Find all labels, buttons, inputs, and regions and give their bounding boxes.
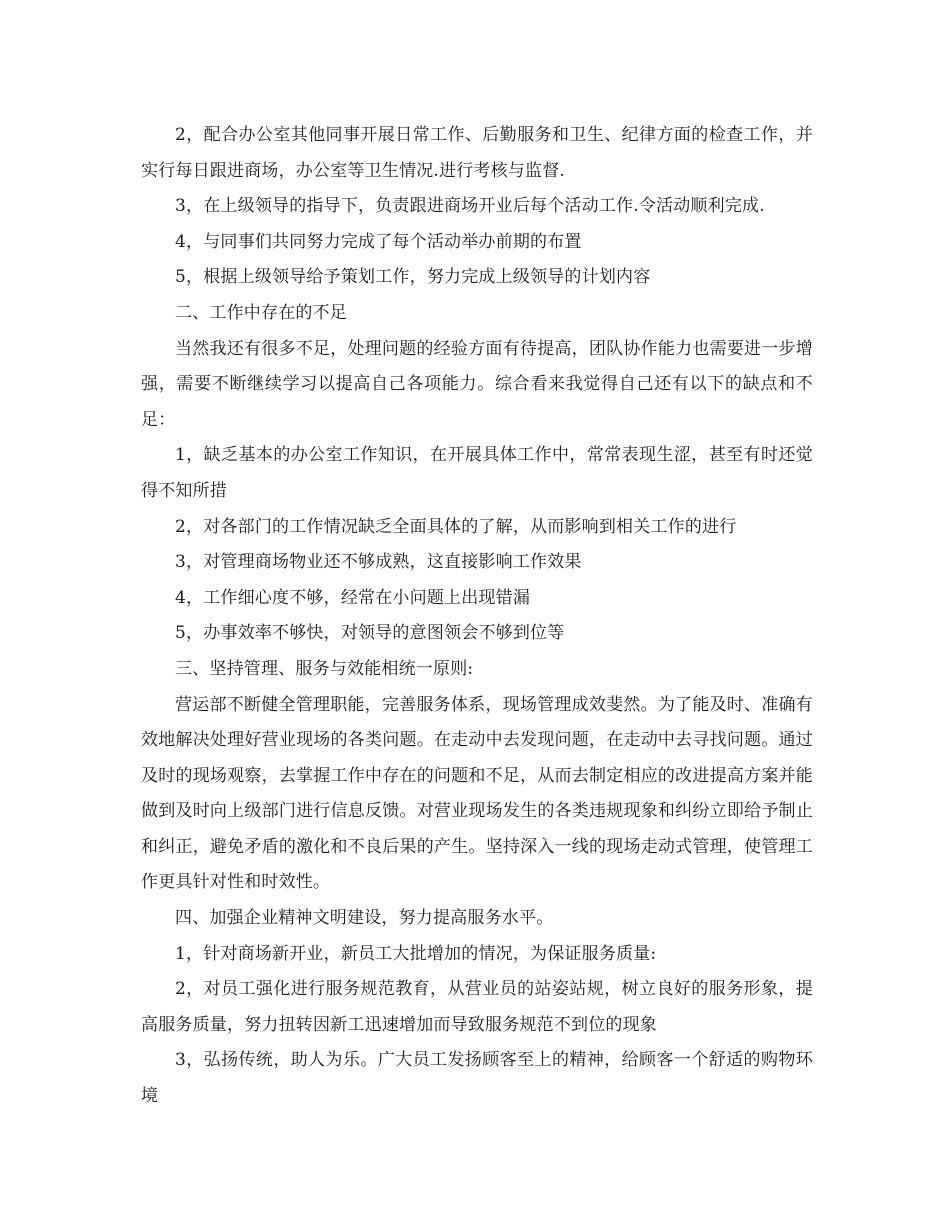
paragraph-3: 4，与同事们共同努力完成了每个活动举办前期的布置 <box>175 231 582 252</box>
paragraph-16: 2，对员工强化进行服务规范教育，从营业员的站姿站规，树立良好的服务形象，提高服务质量，努力扭转因新工迅速增加而导致服务规范不到位的现象 <box>141 979 813 1035</box>
section-heading-2: 二、工作中存在的不足 <box>175 302 347 323</box>
document-body <box>141 118 813 1115</box>
paragraph-15: 1，针对商场新开业，新员工大批增加的情况，为保证服务质量: <box>175 943 657 964</box>
paragraph-7: 1，缺乏基本的办公室工作知识，在开展具体工作中，常常表现生涩，甚至有时还觉得不知所措 <box>141 445 813 501</box>
section-heading-4: 四、加强企业精神文明建设，努力提高服务水平。 <box>175 908 554 929</box>
paragraph-1: 2，配合办公室其他同事开展日常工作、后勤服务和卫生、纪律方面的检查工作，并实行每日跟进商场，办公室等卫生情况.进行考核与监督. <box>141 125 813 181</box>
paragraph-4: 5，根据上级领导给予策划工作，努力完成上级领导的计划内容 <box>175 267 651 288</box>
paragraph-9: 3，对管理商场物业还不够成熟，这直接影响工作效果 <box>175 552 582 573</box>
paragraph-11: 5，办事效率不够快，对领导的意图领会不够到位等 <box>175 623 565 644</box>
paragraph-17: 3，弘扬传统，助人为乐。广大员工发扬顾客至上的精神，给顾客一个舒适的购物环境 <box>141 1050 813 1107</box>
section-heading-3: 三、坚持管理、服务与效能相统一原则: <box>175 658 474 679</box>
paragraph-8: 2，对各部门的工作情况缺乏全面具体的了解，从而影响到相关工作的进行 <box>175 516 737 537</box>
paragraph-6: 当然我还有很多不足，处理问题的经验方面有待提高，团队协作能力也需要进一步增强，需要不断继续学习以提高自己各项能力。综合看来我觉得自己还有以下的缺点和不足： <box>141 338 813 430</box>
paragraph-2: 3，在上级领导的指导下，负责跟进商场开业后每个活动工作.令活动顺利完成. <box>175 196 765 217</box>
paragraph-13: 营运部不断健全管理职能，完善服务体系，现场管理成效斐然。为了能及时、准确有效地解决处理好营业现场的各类问题。在走动中去发现问题，在走动中去寻找问题。通过及时的现场观察，去掌握工作中存在的问题和不足，从而去制定相应的改进提高方案并能做到及时向上级部门进行信息反馈。对营业现场发生的各类违规现象和纠纷立即给予制止和纠正，避免矛盾的激化和不良后果的产生。坚持深入一线的现场走动式管理，使管理工作更具针对性和时效性。 <box>141 694 813 893</box>
paragraph-10: 4，工作细心度不够，经常在小问题上出现错漏 <box>175 587 531 608</box>
